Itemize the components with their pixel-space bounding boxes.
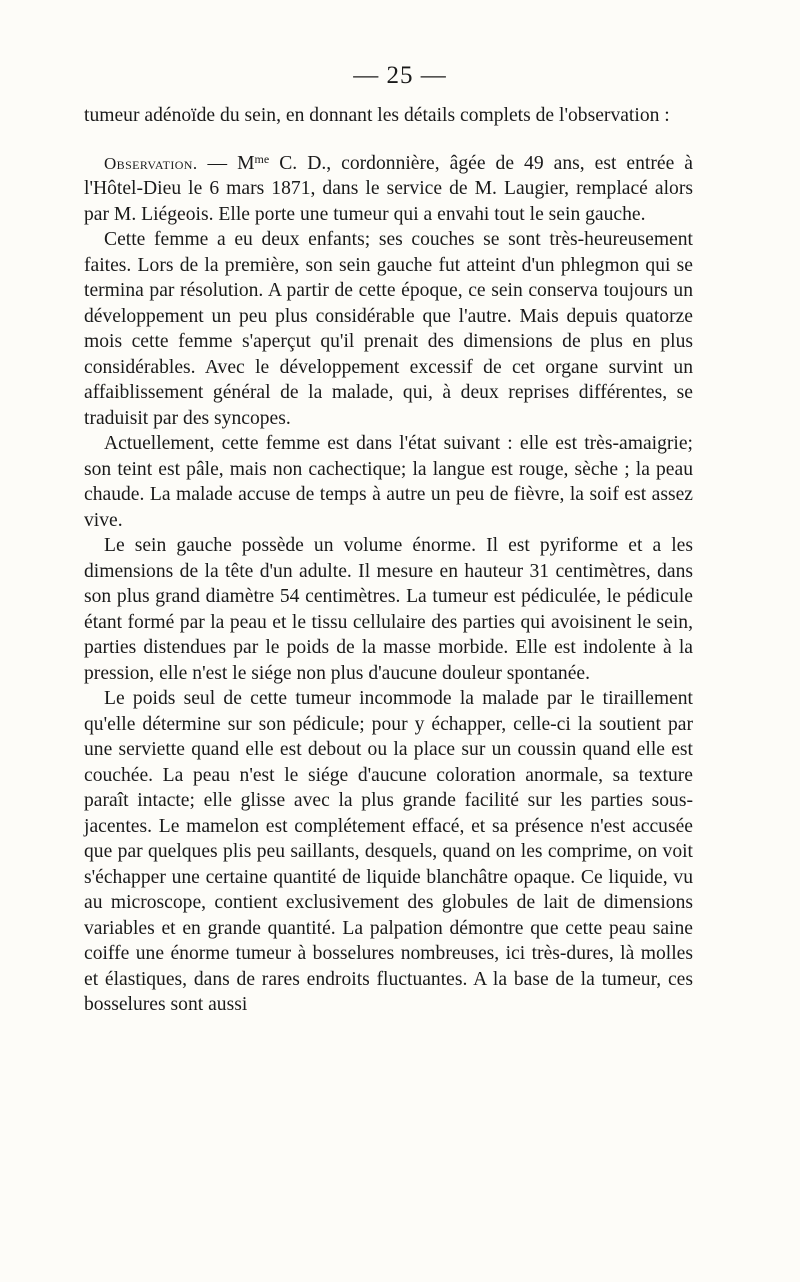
observation-dash: — M — [197, 152, 255, 174]
observation-paragraph — [84, 151, 693, 228]
observation-text: C. D., cordonnière, âgée de 49 ans, est entrée à l'Hôtel-Dieu le 6 mars 1871, dans le service de M. Laugier, remplacé alors par M. Liégeois. Elle porte une tumeur qui a envahi tout le sein gauche. — [84, 152, 693, 225]
page-number: — 25 — — [353, 62, 447, 89]
observation-label: Observation. — [104, 153, 198, 173]
paragraph-history: Cette femme a eu deux enfants; ses couches se sont très-heureusement faites. Lors de la première, son sein gauche fut atteint d'un phlegmon qui se termina par résolution. A partir de cette époque, ce sein conserva toujours un développement un peu plus considérable que l'autre. Mais depuis quatorze mois cette femme s'aperçut qu'il prenait des dimensions de plus en plus considérables. Avec le développement excessif de cet organe survint un affaiblissement général de la malade, qui, à deux reprises différentes, se traduisit par des syncopes. — [84, 229, 693, 429]
observation-superscript: me — [254, 151, 270, 166]
paragraph-tumor-weight: Le poids seul de cette tumeur incommode la malade par le tiraillement qu'elle détermine sur son pédicule; pour y échapper, celle-ci la soutient par une serviette quand elle est debout ou la place sur un coussin quand elle est couchée. La peau n'est le siége d'aucune coloration anormale, sa texture paraît intacte; elle glisse avec la plus grande facilité sur les parties sous-jacentes. Le mamelon est complétement effacé, et sa présence n'est accusée que par quelques plis peu saillants, desquels, quand on les comprime, on voit s'échapper une certaine quantité de liquide blanchâtre opaque. Ce liquide, vu au microscope, contient exclusivement des globules de lait de dimensions variables et en grande quantité. La palpation démontre que cette peau saine coiffe une énorme tumeur à bosselures nombreuses, ici très-dures, là molles et élastiques, dans de rares endroits fluctuantes. A la base de la tumeur, ces bosselures sont aussi — [84, 688, 693, 1015]
paragraph-left-breast: Le sein gauche possède un volume énorme. Il est pyriforme et a les dimensions de la tête d'un adulte. Il mesure en hauteur 31 centimètres, dans son plus grand diamètre 54 centimètres. La tumeur est pédiculée, le pédicule étant formé par la peau et le tissu cellulaire des parties qui avoisinent le sein, parties distendues par le poids de la masse morbide. Elle est indolente à la pression, elle n'est le siége non plus d'aucune douleur spontanée. — [84, 535, 693, 684]
body-text — [84, 103, 693, 1018]
intro-paragraph: tumeur adénoïde du sein, en donnant les détails complets de l'observation : — [84, 105, 670, 126]
paragraph-current-state: Actuellement, cette femme est dans l'état suivant : elle est très-amaigrie; son teint est pâle, mais non cachectique; la langue est rouge, sèche ; la peau chaude. La malade accuse de temps à autre un peu de fièvre, la soif est assez vive. — [84, 433, 693, 531]
